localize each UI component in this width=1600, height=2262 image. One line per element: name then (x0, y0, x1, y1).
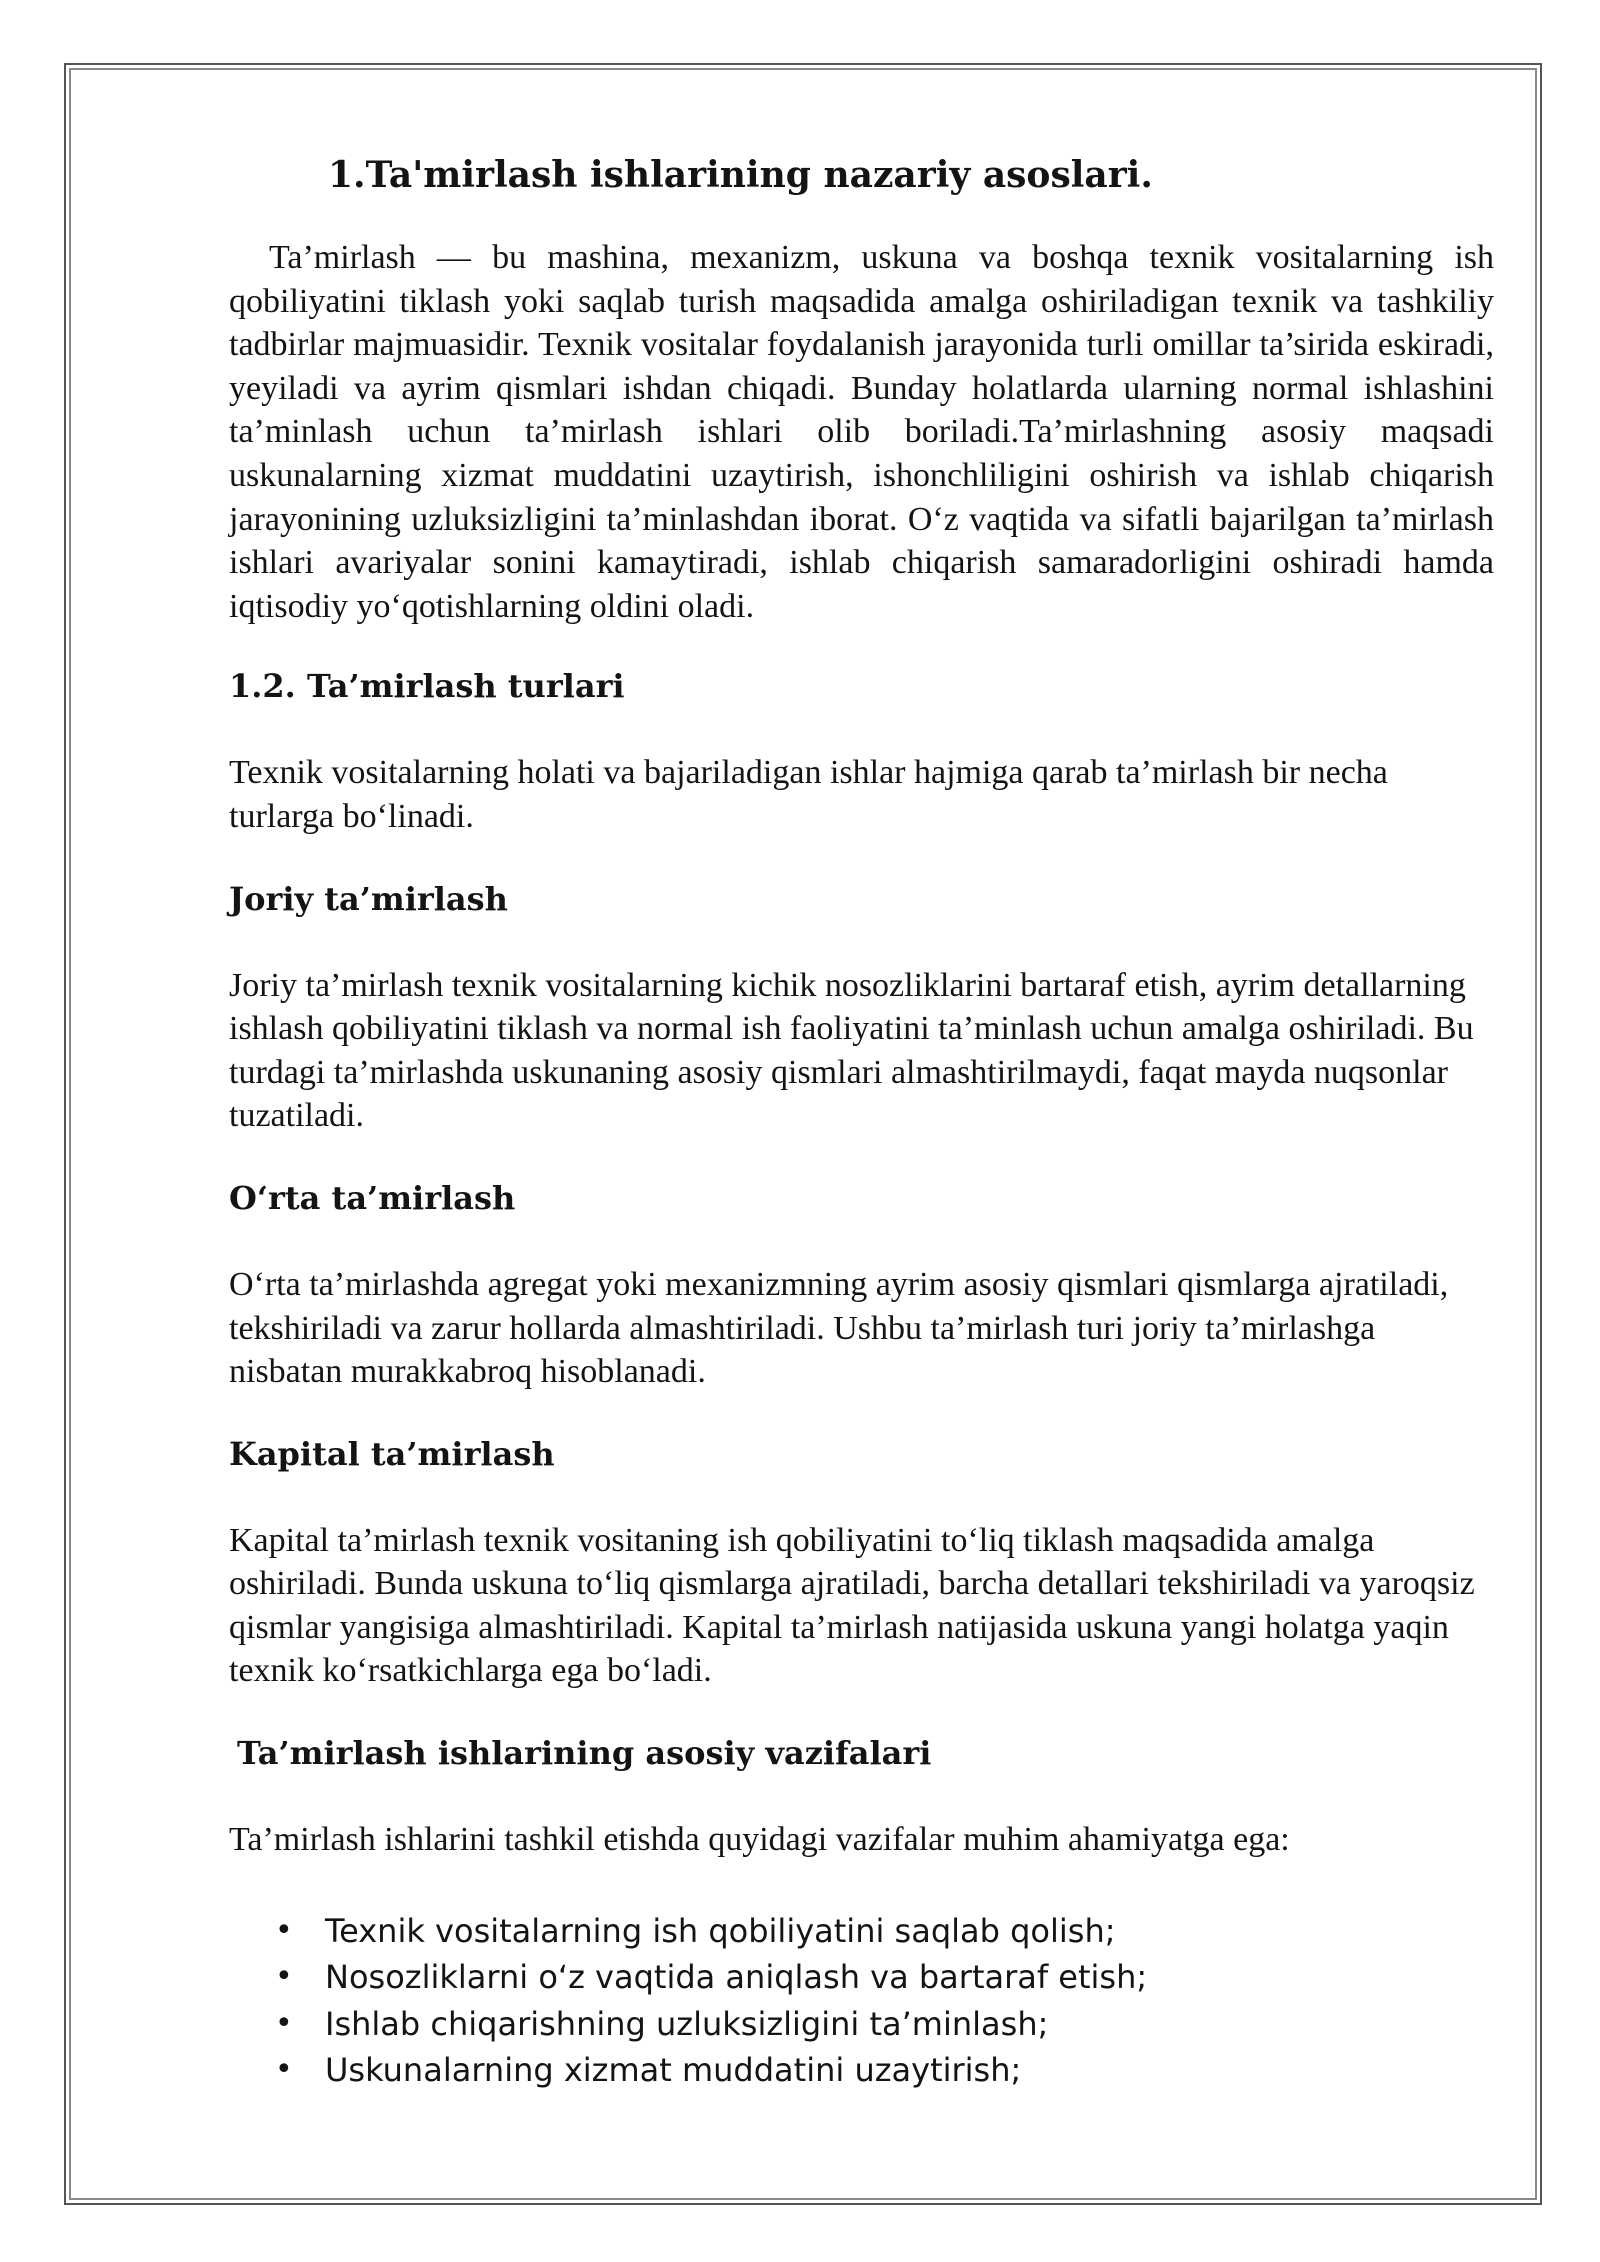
bullet-icon: • (275, 2052, 293, 2088)
tasks-list (229, 1908, 1494, 2094)
orta-paragraph: O‘rta ta’mirlashda agregat yoki mexanizmning ayrim asosiy qismlari qismlarga ajratiladi, tekshiriladi va zarur hollarda almashtiriladi. Ushbu ta’mirlash turi joriy ta’mirlashga nisbatan murakkabroq hisoblanadi. (229, 1265, 1449, 1391)
list-item (275, 1954, 1494, 2001)
section-heading-orta: O‘rta ta’mirlash (229, 1178, 516, 1217)
bullet-icon: • (275, 1912, 293, 1948)
intro-paragraph: Ta’mirlash — bu mashina, mexanizm, uskuna va boshqa texnik vositalarning ish qobiliyatini tiklash yoki saqlab turish maqsadida amalga oshiriladigan texnik va tashkiliy tadbirlar majmuasidir. Texnik vositalar foydalanish jarayonida turli omillar ta’sirida eskiradi, yeyiladi va ayrim qismlari ishdan chiqadi. Bunday holatlarda ularning normal ishlashini ta’minlash uchun ta’mirlash ishlari olib boriladi.Ta’mirlashning asosiy maqsadi uskunalarning xizmat muddatini uzaytirish, ishonchliligini oshirish va ishlab chiqarish jarayonining uzluksizligini ta’minlashdan iborat. O‘z vaqtida va sifatli bajarilgan ta’mirlash ishlari avariyalar sonini kamaytiradi, ishlab chiqarish samaradorligini oshiradi hamda iqtisodiy yo‘qotishlarning oldini oladi. (229, 239, 1494, 625)
list-item-text: Nosozliklarni o‘z vaqtida aniqlash va bartaraf etish; (325, 1958, 1148, 1997)
list-item (275, 1908, 1494, 1955)
document-title: 1.Ta'mirlash ishlarining nazariy asoslari. (328, 154, 1153, 196)
section-heading-vazifalar: Ta’mirlash ishlarining asosiy vazifalari (237, 1734, 932, 1773)
list-item-text: Texnik vositalarning ish qobiliyatini saqlab qolish; (325, 1911, 1116, 1950)
list-item-text: Ishlab chiqarishning uzluksizligini ta’minlash; (325, 2004, 1049, 2043)
section-heading-types: 1.2. Ta’mirlash turlari (229, 667, 625, 706)
vazifalar-paragraph: Ta’mirlash ishlarini tashkil etishda quyidagi vazifalar muhim ahamiyatga ega: (229, 1821, 1290, 1859)
list-item (275, 2047, 1494, 2094)
types-paragraph: Texnik vositalarning holati va bajariladigan ishlar hajmiga qarab ta’mirlash bir necha turlarga bo‘linadi. (229, 754, 1388, 835)
section-heading-joriy: Joriy ta’mirlash (229, 879, 508, 918)
bullet-icon: • (275, 2005, 293, 2041)
section-heading-kapital: Kapital ta’mirlash (229, 1434, 555, 1473)
list-item (275, 2001, 1494, 2048)
list-item-text: Uskunalarning xizmat muddatini uzaytirish; (325, 2051, 1022, 2090)
joriy-paragraph: Joriy ta’mirlash texnik vositalarning kichik nosozliklarini bartaraf etish, ayrim detallarning ishlash qobiliyatini tiklash va normal ish faoliyatini ta’minlash uchun amalga oshiriladi. Bu turdagi ta’mirlashda uskunaning asosiy qismlari almashtirilmaydi, faqat mayda nuqsonlar tuzatiladi. (229, 966, 1474, 1135)
kapital-paragraph: Kapital ta’mirlash texnik vositaning ish qobiliyatini to‘liq tiklash maqsadida amalga oshiriladi. Bunda uskuna to‘liq qismlarga ajratiladi, barcha detallari tekshiriladi va yaroqsiz qismlar yangisiga almashtiriladi. Kapital ta’mirlash natijasida uskuna yangi holatga yaqin texnik ko‘rsatkichlarga ega bo‘ladi. (229, 1521, 1475, 1690)
bullet-icon: • (275, 1959, 293, 1995)
document-body (229, 150, 1494, 2094)
